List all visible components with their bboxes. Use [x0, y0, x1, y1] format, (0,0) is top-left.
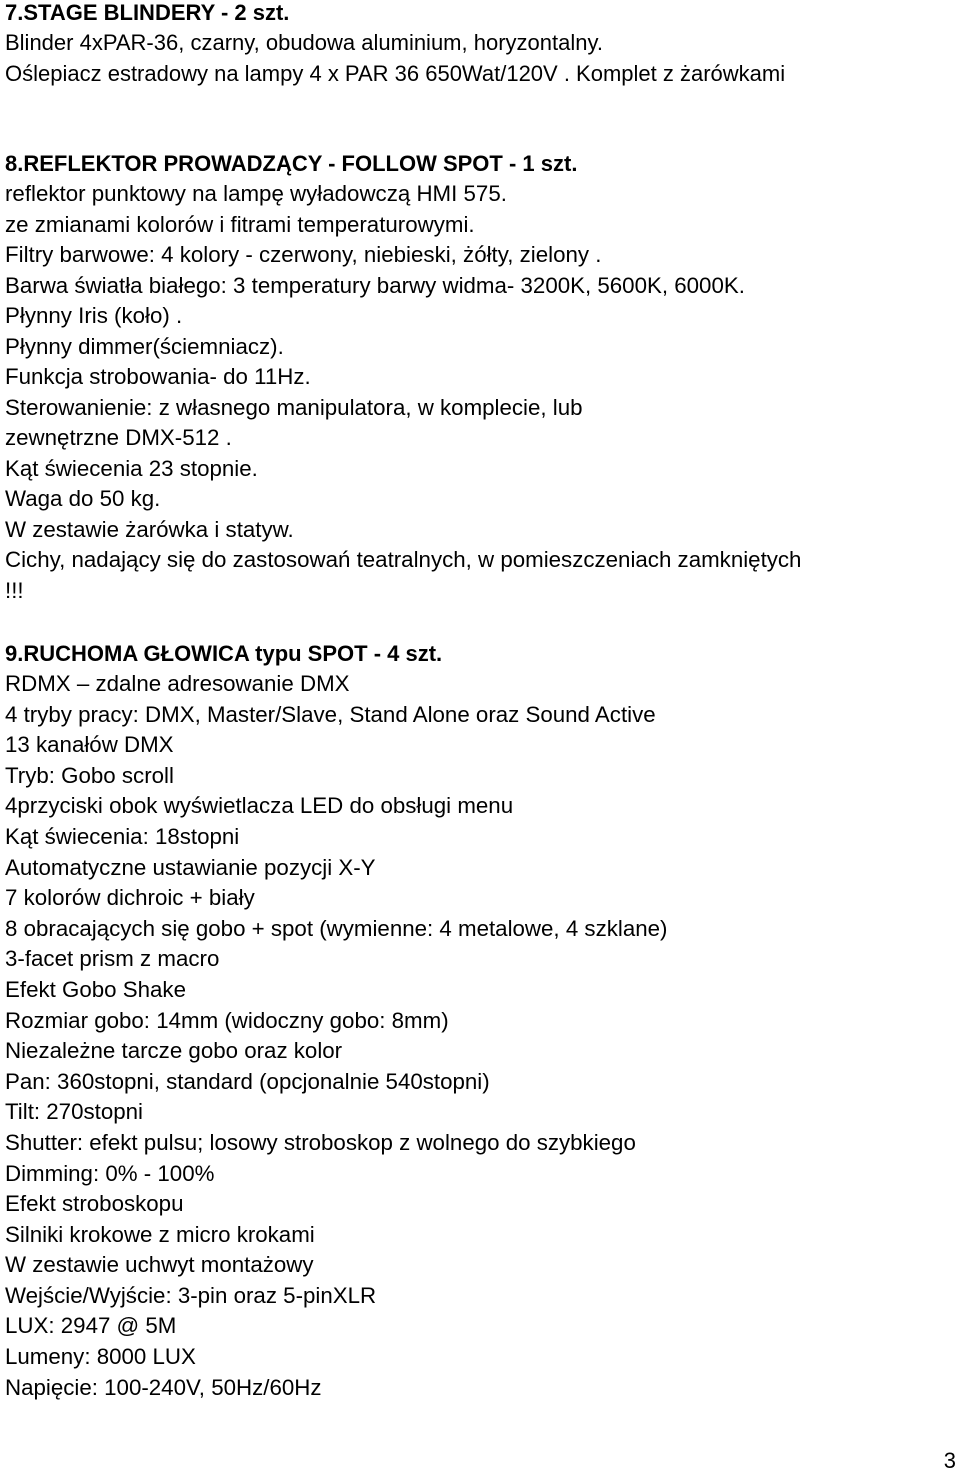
spec-line: 8 obracających się gobo + spot (wymienne: 4 metalowe, 4 szklane): [5, 915, 668, 941]
spec-line: ze zmianami kolorów i fitrami temperaturowymi.: [5, 211, 475, 237]
spec-line: Silniki krokowe z micro krokami: [5, 1221, 315, 1247]
spec-line: 4przyciski obok wyświetlacza LED do obsługi menu: [5, 793, 514, 819]
spec-line: Blinder 4xPAR-36, czarny, obudowa aluminium, horyzontalny.: [5, 30, 603, 55]
spec-line: Niezależne tarcze gobo oraz kolor: [5, 1038, 343, 1064]
section-stage-blinders: [5, 0, 960, 89]
spec-line: zewnętrzne DMX-512 .: [5, 425, 232, 450]
section-heading: 8.REFLEKTOR PROWADZĄCY - FOLLOW SPOT - 1 szt.: [5, 151, 578, 176]
spec-line: Lumeny: 8000 LUX: [5, 1344, 196, 1370]
spec-line: LUX: 2947 @ 5M: [5, 1313, 177, 1339]
spec-line: reflektor punktowy na lampę wyładowczą HMI 575.: [5, 181, 507, 206]
spec-line: 3-facet prism z macro: [5, 946, 220, 972]
spec-line: Waga do 50 kg.: [5, 486, 161, 511]
spec-line: Automatyczne ustawianie pozycji X-Y: [5, 854, 376, 880]
spec-line: Shutter: efekt pulsu; losowy stroboskop z wolnego do szybkiego: [5, 1129, 636, 1155]
section-follow-spot: [5, 149, 960, 606]
spec-line: Pan: 360stopni, standard (opcjonalnie 540stopni): [5, 1068, 490, 1094]
spec-line: 13 kanałów DMX: [5, 732, 174, 758]
spec-line: Płynny Iris (koło) .: [5, 303, 183, 328]
section-moving-head: [5, 639, 960, 1403]
spec-line: 4 tryby pracy: DMX, Master/Slave, Stand Alone oraz Sound Active: [5, 701, 656, 727]
spec-line: RDMX – zdalne adresowanie DMX: [5, 671, 350, 696]
spec-line: W zestawie uchwyt montażowy: [5, 1252, 314, 1278]
spec-line: Barwa światła białego: 3 temperatury barwy widma- 3200K, 5600K, 6000K.: [5, 272, 745, 298]
spec-list: [5, 179, 960, 606]
spec-line: Dimming: 0% - 100%: [5, 1160, 215, 1186]
spec-list: [5, 28, 960, 89]
spec-line: Filtry barwowe: 4 kolory - czerwony, niebieski, żółty, zielony .: [5, 242, 602, 267]
spec-line: Oślepiacz estradowy na lampy 4 x PAR 36 650Wat/120V . Komplet z żarówkami: [5, 60, 786, 86]
spec-line: Kąt świecenia: 18stopni: [5, 823, 240, 849]
spec-line: Wejście/Wyjście: 3-pin oraz 5-pinXLR: [5, 1282, 377, 1308]
section-heading: 9.RUCHOMA GŁOWICA typu SPOT - 4 szt.: [5, 641, 443, 666]
spec-line: Napięcie: 100-240V, 50Hz/60Hz: [5, 1374, 322, 1400]
spec-line: Efekt stroboskopu: [5, 1191, 184, 1217]
spec-line: Płynny dimmer(ściemniacz).: [5, 333, 284, 359]
spec-list: [5, 669, 960, 1403]
spec-line: Tryb: Gobo scroll: [5, 762, 174, 788]
spec-line: Cichy, nadający się do zastosowań teatralnych, w pomieszczeniach zamkniętych: [5, 547, 802, 572]
spec-line: Sterowanienie: z własnego manipulatora, w komplecie, lub: [5, 394, 583, 420]
page-number: 3: [943, 1448, 956, 1473]
spec-line: Funkcja strobowania- do 11Hz.: [5, 364, 311, 389]
spec-line: Tilt: 270stopni: [5, 1099, 143, 1125]
section-heading: 7.STAGE BLINDERY - 2 szt.: [5, 0, 290, 25]
spec-line: 7 kolorów dichroic + biały: [5, 885, 255, 911]
spec-line: W zestawie żarówka i statyw.: [5, 516, 294, 542]
spec-line: Kąt świecenia 23 stopnie.: [5, 455, 258, 481]
spec-line: Efekt Gobo Shake: [5, 976, 186, 1002]
spec-line: !!!: [5, 577, 24, 603]
spec-line: Rozmiar gobo: 14mm (widoczny gobo: 8mm): [5, 1007, 449, 1033]
